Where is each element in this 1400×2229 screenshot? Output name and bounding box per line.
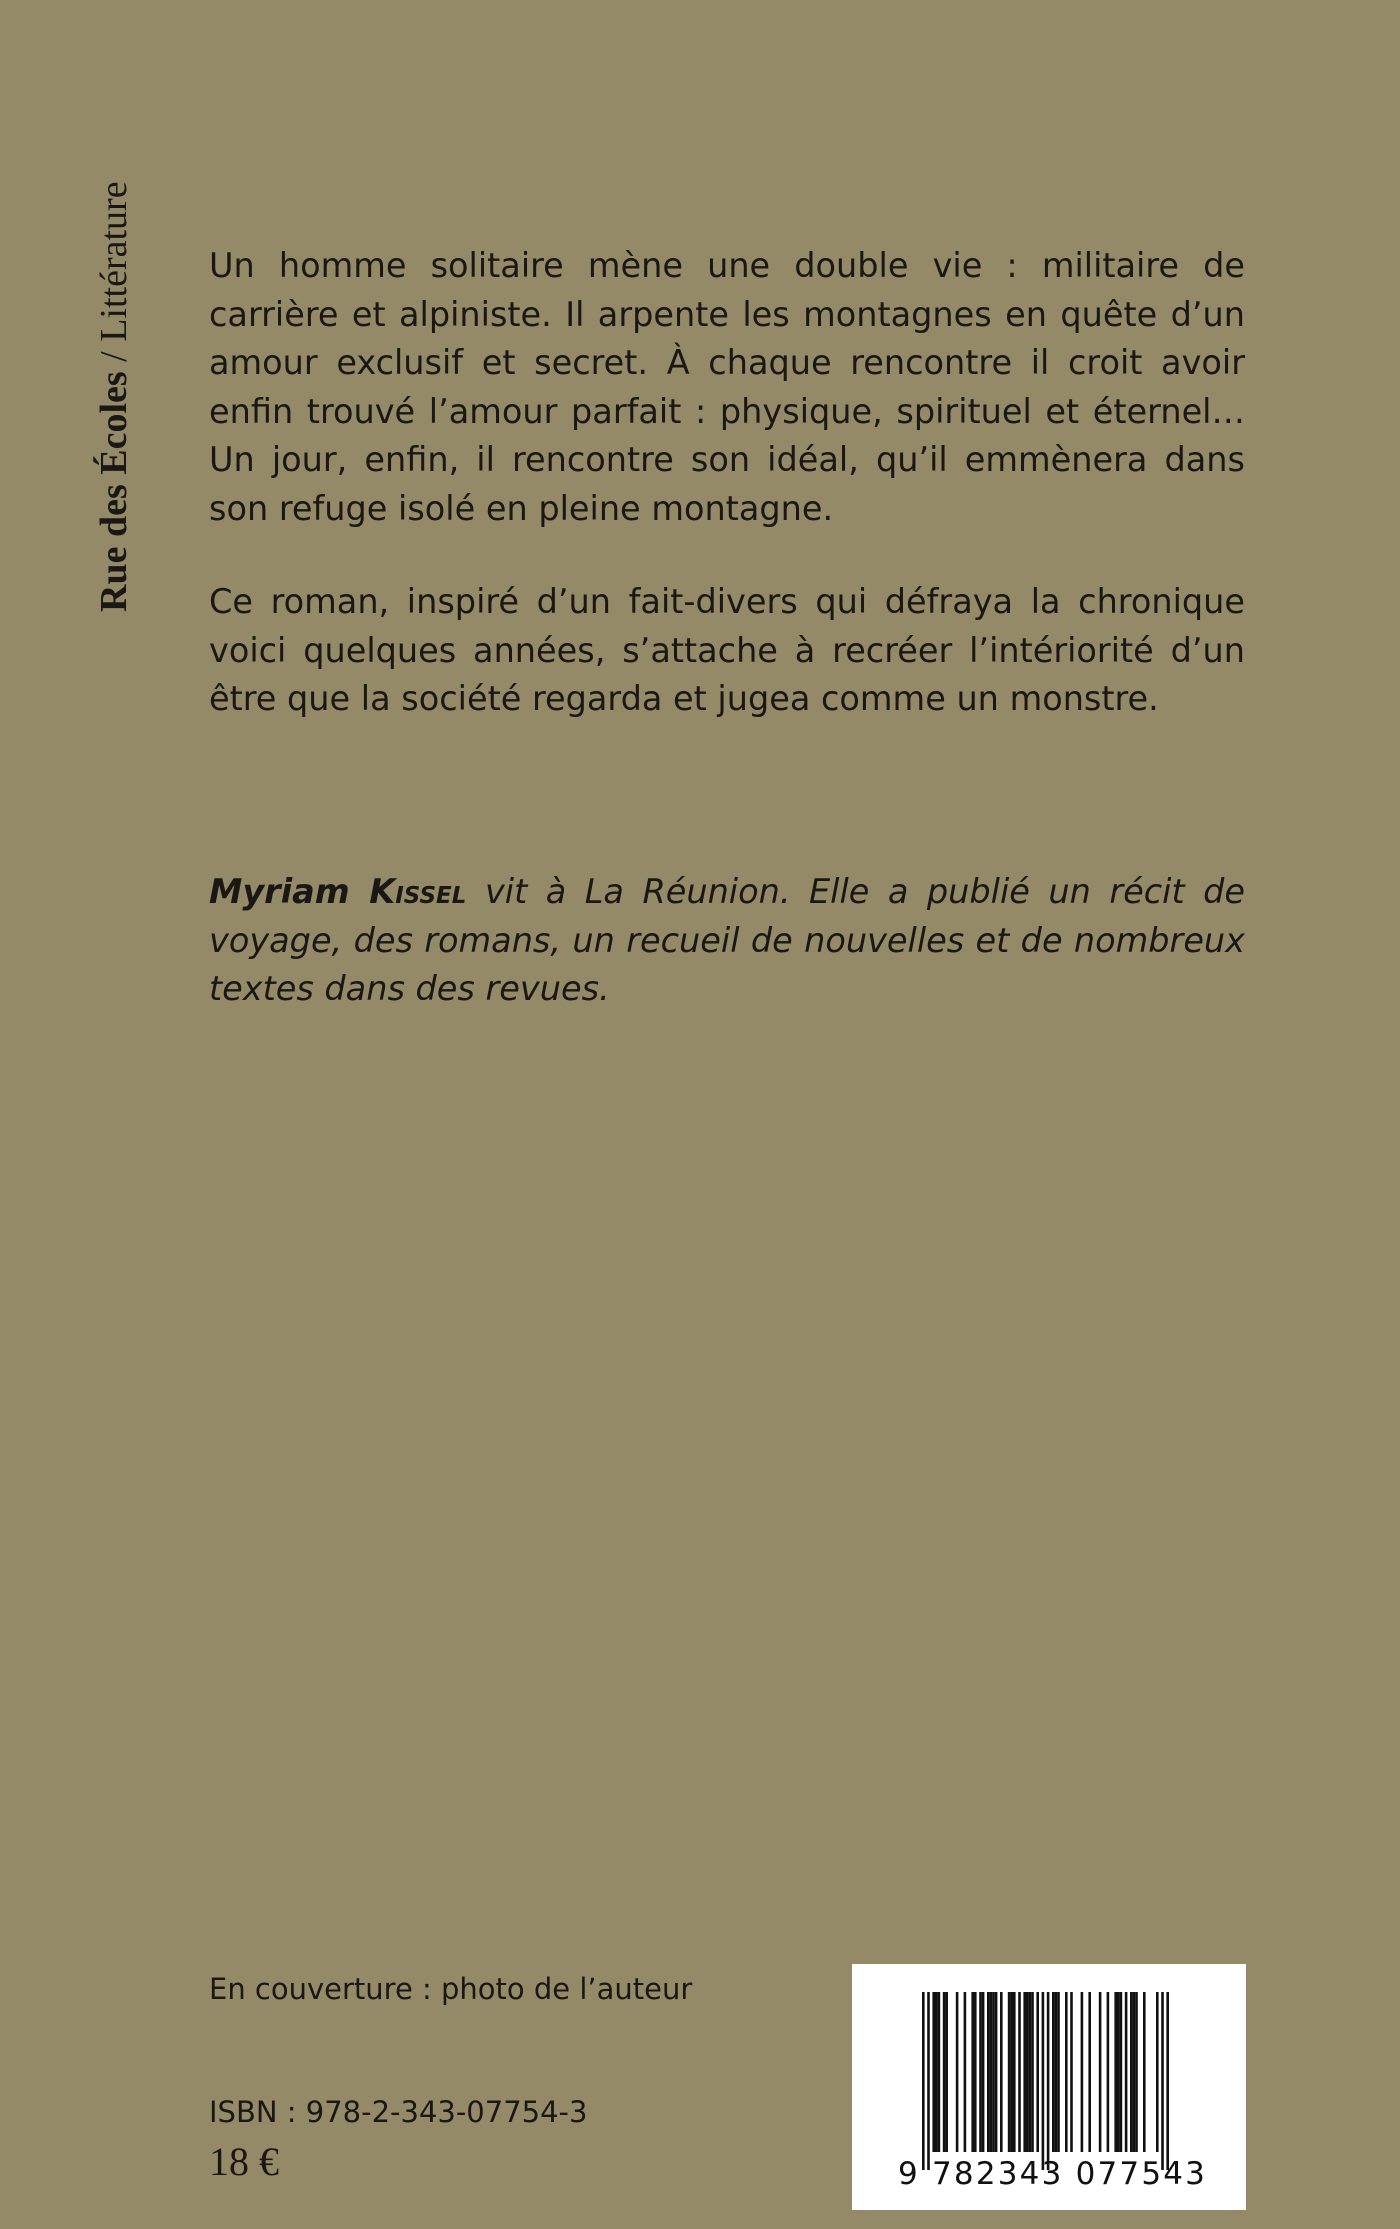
barcode-bar bbox=[956, 1992, 959, 2152]
barcode-bar bbox=[1099, 1992, 1102, 2152]
barcode-bar bbox=[1047, 1992, 1050, 2170]
barcode-bar bbox=[1023, 1992, 1026, 2152]
barcode-bar bbox=[1088, 1992, 1091, 2152]
spine-separator: / bbox=[93, 341, 135, 372]
barcode-bar bbox=[1143, 1992, 1146, 2152]
barcode-bar bbox=[964, 1992, 967, 2152]
bio-line bbox=[209, 868, 1245, 917]
barcode-bar bbox=[1065, 1992, 1068, 2152]
barcode-bar bbox=[992, 1992, 995, 2152]
barcode-bar bbox=[1156, 1992, 1159, 2152]
barcode-bar bbox=[1161, 1992, 1164, 2170]
summary-paragraph-2 bbox=[209, 578, 1245, 724]
barcode-bar bbox=[1114, 1992, 1117, 2152]
summary-line: voici quelques années, s’attache à recréer l’intériorité d’un bbox=[209, 630, 1245, 670]
isbn-label: ISBN : 978-2-343-07754-3 bbox=[209, 2095, 588, 2129]
barcode bbox=[852, 1964, 1246, 2210]
cover-credit: En couverture : photo de l’auteur bbox=[209, 1972, 693, 2006]
summary-line: être que la société regarda et jugea comme un monstre. bbox=[209, 679, 1159, 718]
barcode-bar bbox=[1000, 1992, 1003, 2152]
bio-line: voyage, des romans, un recueil de nouvelles et de nombreux bbox=[209, 920, 1245, 960]
barcode-bar bbox=[932, 1992, 935, 2152]
barcode-bar bbox=[1013, 1992, 1016, 2152]
barcode-bar bbox=[1070, 1992, 1073, 2152]
barcode-bar bbox=[979, 1992, 982, 2152]
author-first-name: Myriam bbox=[209, 872, 350, 911]
barcode-bar bbox=[987, 1992, 990, 2152]
bio-line: textes dans des revues. bbox=[209, 969, 610, 1008]
barcode-bar bbox=[935, 1992, 938, 2152]
bio-text: vit à La Réunion. Elle a publié un récit de bbox=[466, 872, 1246, 911]
spine-title bbox=[92, 181, 136, 612]
price-label: 18 € bbox=[209, 2139, 279, 2184]
barcode-bar bbox=[1135, 1992, 1138, 2152]
barcode-bar bbox=[1010, 1992, 1013, 2152]
series-name: Rue des Écoles bbox=[93, 371, 135, 612]
barcode-bar bbox=[1008, 1992, 1011, 2152]
summary-line: Un homme solitaire mène une double vie : militaire de bbox=[209, 246, 1245, 285]
barcode-bar bbox=[1029, 1992, 1032, 2152]
barcode-bar bbox=[1133, 1992, 1136, 2152]
barcode-bar bbox=[974, 1992, 977, 2152]
barcode-bar bbox=[927, 1992, 930, 2170]
author-last-name: Kissel bbox=[369, 872, 467, 911]
barcode-bar bbox=[943, 1992, 946, 2152]
barcode-bar bbox=[1036, 1992, 1039, 2152]
barcode-bar bbox=[1042, 1992, 1045, 2170]
barcode-bar bbox=[990, 1992, 993, 2152]
summary-line: Ce roman, inspiré d’un fait-divers qui défraya la chronique bbox=[209, 582, 1245, 621]
summary-paragraph-1 bbox=[209, 242, 1245, 533]
summary-line: Un jour, enfin, il rencontre son idéal, qu’il emmènera dans bbox=[209, 440, 1245, 479]
summary-line: enfin trouvé l’amour parfait : physique, spirituel et éternel… bbox=[209, 391, 1245, 431]
barcode-bar bbox=[1130, 1992, 1133, 2152]
barcode-bar bbox=[1052, 1992, 1055, 2152]
barcode-bar bbox=[922, 1992, 925, 2170]
category-name: Littérature bbox=[93, 181, 135, 342]
barcode-bar bbox=[982, 1992, 985, 2152]
barcode-bar bbox=[1120, 1992, 1123, 2152]
barcode-bar bbox=[995, 1992, 998, 2152]
summary-line: amour exclusif et secret. À chaque rencontre il croit avoir bbox=[209, 343, 1245, 382]
barcode-bar bbox=[971, 1992, 974, 2152]
summary-line: son refuge isolé en pleine montagne. bbox=[209, 488, 834, 528]
author-bio bbox=[209, 868, 1245, 1014]
barcode-bar bbox=[1107, 1992, 1110, 2152]
barcode-bars bbox=[922, 1992, 1182, 2182]
barcode-bar bbox=[1026, 1992, 1029, 2152]
barcode-bar bbox=[1057, 1992, 1060, 2152]
barcode-bar bbox=[1166, 1992, 1169, 2170]
barcode-bar bbox=[1117, 1992, 1120, 2152]
barcode-bar bbox=[945, 1992, 948, 2152]
barcode-bar bbox=[1125, 1992, 1128, 2152]
barcode-bar bbox=[1081, 1992, 1084, 2152]
barcode-bar bbox=[1018, 1992, 1021, 2152]
barcode-bar bbox=[938, 1992, 941, 2152]
barcode-bar bbox=[1055, 1992, 1058, 2152]
author-name bbox=[209, 872, 466, 911]
barcode-bar bbox=[1031, 1992, 1034, 2152]
barcode-digits: 9 782343 077543 bbox=[898, 2156, 1208, 2192]
summary-line: carrière et alpiniste. Il arpente les montagnes en quête d’un bbox=[209, 294, 1245, 334]
